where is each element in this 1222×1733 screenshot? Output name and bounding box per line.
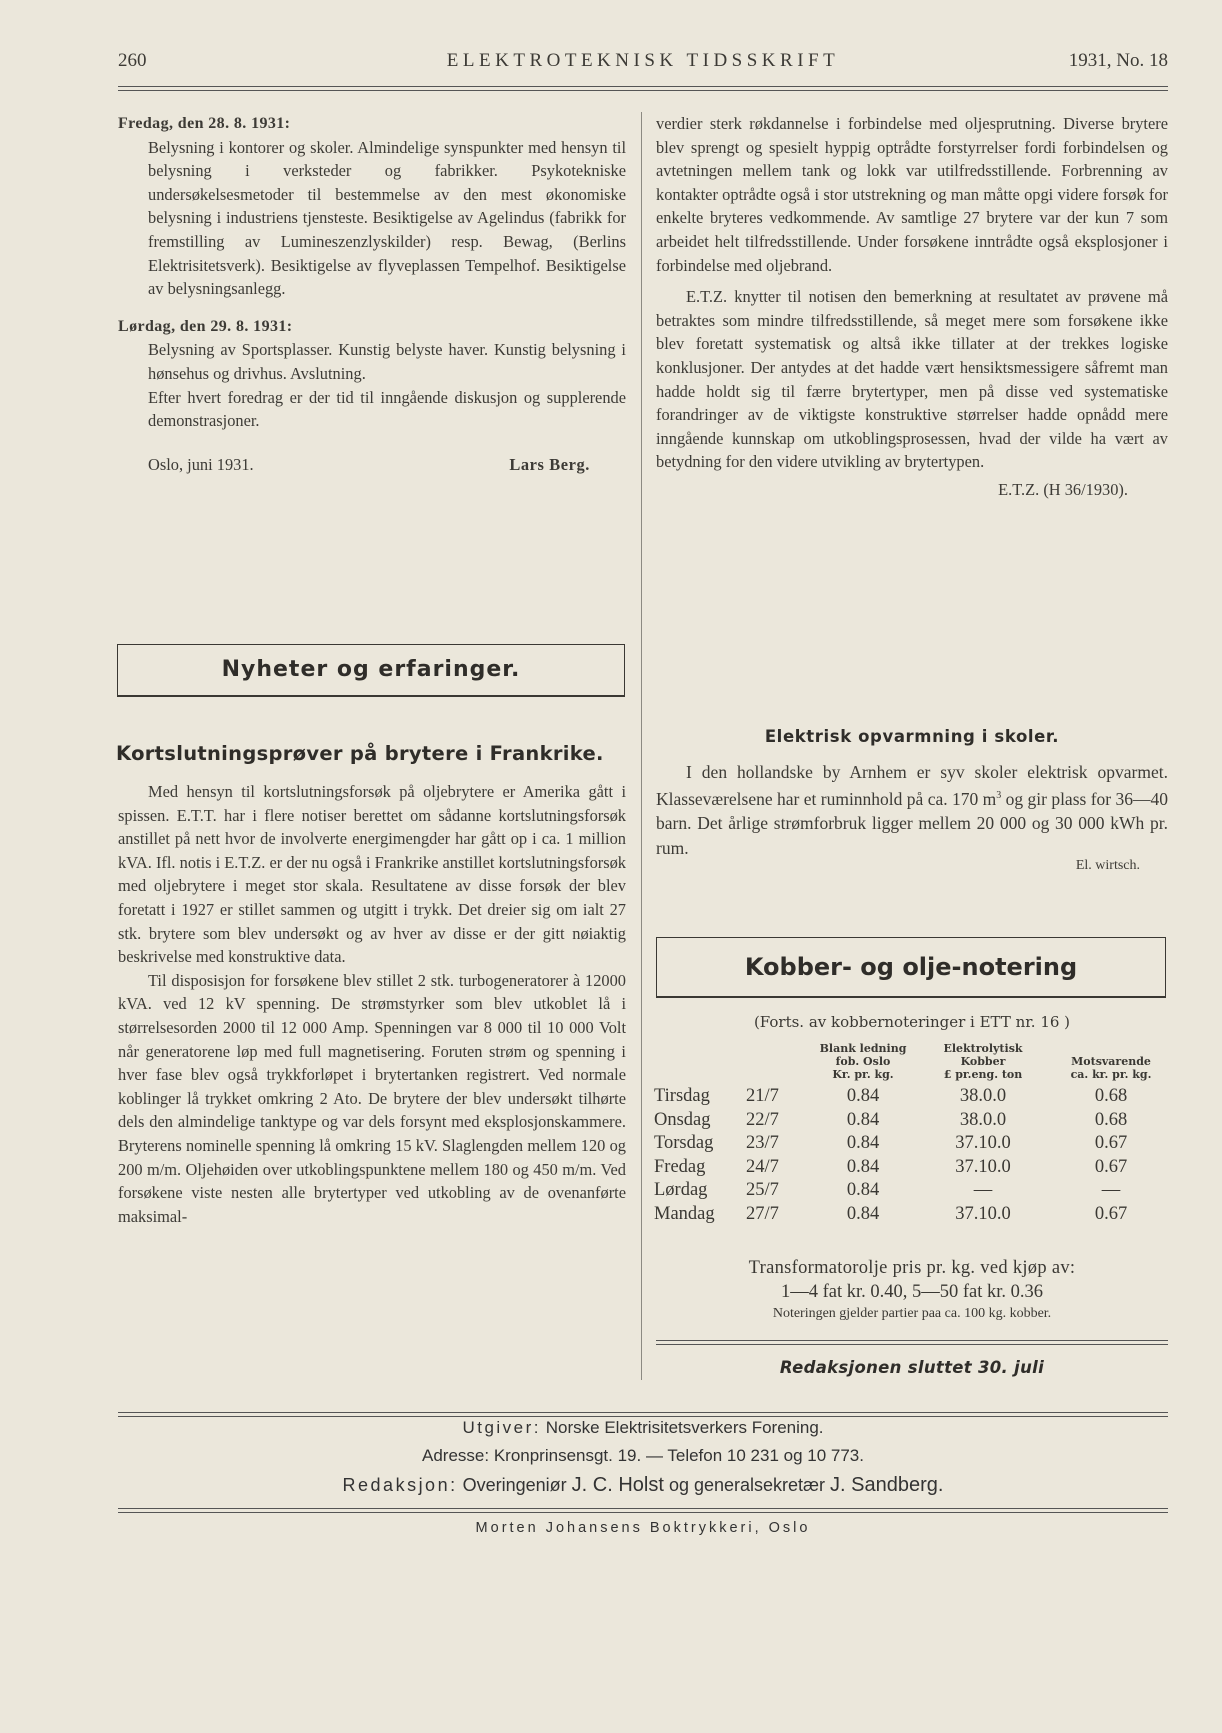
program-section [118,112,626,477]
article-continuation [656,112,1168,502]
colophon-address: Adresse: Kronprinsensgt. 19. — Telefon 10 231 og 10 773. [421,1446,864,1465]
running-header [118,50,1168,76]
col-header-motsvarende: Motsvarende ca. kr. pr. kg. [1070,1055,1152,1081]
signoff-author: Lars Berg. [509,454,590,474]
table-row: Onsdag 22/7 0.84 38.0.0 0.68 [654,1109,1128,1130]
continuation-text: verdier sterk røkdannelse i forbindelse med oljesprutning. Diverse brytere blev sprengt og spesielt hyppig optrådte forstyrrelser fordi forbindelsen og avtetningen mellem tank og lokk var utilfredsstillende. Forbrenning av kontakter optrådte også i stor utstrekning og man måtte opgi videre forsøk for enkelte bryteres vedkommende. Av samtlige 27 brytere var der kun 7 som arbeidet helt tilfredsstillende. Under forsøkene inntrådte også eksplosjoner i forbindelse med oljebrand. [656,114,1168,275]
article-source: E.T.Z. (H 36/1930). [998,479,1128,499]
article-title-kortslutning: Kortslutningsprøver på brytere i Frankrike. [116,742,604,765]
right-column-rule [656,1340,1168,1345]
oil-price-note: Noteringen gjelder partier paa ca. 100 kg. kobber. [772,1306,1052,1321]
kobber-price-table [654,1042,1174,1226]
page-number: 260 [118,50,147,71]
column-divider [641,112,642,1380]
table-row: Lørdag 25/7 0.84 — — [654,1180,1121,1200]
oil-prices [656,1256,1168,1324]
oil-price-values: 1—4 fat kr. 0.40, 5—50 fat kr. 0.36 [780,1282,1044,1302]
opvarmning-text: I den hollandske by Arnhem er syv skoler elektrisk opvarmet. Klasseværelsene har et ruminnhold på ca. 170 $m^3$ og gir plass for 36—40 barn. Det årlige strømforbruk ligger mellem 20 000 og 30 000 kWh pr. rum. [656,761,1168,858]
table-row: Mandag 27/7 0.84 37.10.0 0.67 [654,1203,1128,1224]
colophon-top-rule [118,1412,1168,1417]
section-heading-nyheter: Nyheter og erfaringer. [117,644,625,697]
table-row: Tirsdag 21/7 0.84 38.0.0 0.68 [654,1086,1128,1106]
table-header-row [654,1042,1174,1085]
oil-price-heading: Transformatorolje pris pr. kg. ved kjøp av: [748,1258,1076,1278]
article-paragraph: Med hensyn til kortslutningsforsøk på oljebrytere er Amerika gått i spissen. E.T.T. har i flere notiser berettet om sådanne kortslutningsforsøk anstillet på nett hvor de involverte energimengder har gått op i ca. 1 million kVA. Ifl. notis i E.T.Z. er der nu også i Frankrike anstillet kortslutningsforsøk med oljebrytere i meget stor skala. Resultatene av disse forsøk der blev foretatt i 1927 er stillet sammen og utgitt i trykk. Det dreier sig om ialt 27 stk. brytere som blev undersøkt og av hver av disse er der gitt nøiaktig beskrivelse med konstruktive data. [118,782,626,967]
kobber-subtitle: (Forts. av kobbernoteringer i ETT nr. 16 ) [753,1013,1071,1031]
article-paragraph: Til disposisjon for forsøkene blev stillet 2 stk. turbogeneratorer à 12000 kVA. ved 12 kV spenning. De strømstyrker som blev utkoblet lå i størrelsesorden 2000 til 12 000 Amp. Spenningen var 8 000 til 10 000 Volt når generatorene løp med full magnetisering. Foruten strøm og spenning i hver fase blev også trykkforløpet i brytertanken registrert. Ved normale koblinger lå trykket omkring 2 Ato. De brytere der blev undersøkt tilhørte dels den almindelige tanktype og var dels forsynt med eksplosjonskammere. Bryterens nominelle spenning lå omkring 15 kV. Slaglengden mellem 120 og 200 m/m. Oljehøiden over utkoblingspunktene mellem 180 og 450 m/m. Ved forsøkene viste nesten alle brytertyper ved utkobling av de ovenanførte maksimal- [118,970,626,1226]
saturday-note: Efter hvert foredrag er der tid til inngående diskusjon og supplerende demonstrasjoner. [148,387,626,431]
etz-paragraph: E.T.Z. knytter til notisen den bemerkning at resultatet av prøvene må betraktes som mindre tilfredsstillende, så meget mere som forsøkene ikke blev foretatt systematisk og altså ikke tillater at der trekkes logiske konklusjoner. Der antydes at det hadde vært hensiktsmessigere såfremt man hadde holdt sig til færre brytertyper, men på disse ved systematiske forandringer av de viktigste konstruktive størrelser hadde opnådd mere inngående kunnskap om utkoblingsprosessen, hvad der vilde ha vært av betydning for den videre utvikling av brytertypen. [656,287,1168,472]
saturday-text: Belysning av Sportsplasser. Kunstig belyste haver. Kunstig belysning i hønsehus og drivhus. Avslutning. [148,340,626,383]
issue-number: 1931, No. 18 [1068,50,1168,71]
table-row: Fredag 24/7 0.84 37.10.0 0.67 [654,1156,1128,1177]
friday-heading: Fredag, den 28. 8. 1931: [118,115,291,132]
signoff [118,453,626,477]
journal-title: ELEKTROTEKNISK TIDSSKRIFT [446,50,840,71]
section-heading-kobber: Kobber- og olje-notering [656,937,1166,998]
colophon-publisher: Utgiver: Norske Elektrisitetsverkers Forening. [462,1418,824,1437]
friday-text: Belysning i kontorer og skoler. Almindelige synspunkter med hensyn til belysning i verksteder og fabrikker. Psykotekniske undersøkelsesmetoder til bestemmelse av den mest økonomiske belysning i industriens tjensteste. Besiktigelse av Agelindus (fabrikk for fremstilling av Lumineszenzlyskilder) resp. Bewag, (Berlins Elektrisitetsverk). Besiktigelse av flyveplassen Tempelhof. Besiktigelse av belysningsanlegg. [148,137,626,299]
table-row: Torsdag 23/7 0.84 37.10.0 0.67 [654,1133,1128,1153]
article-title-opvarmning: Elektrisk opvarmning i skoler. [764,727,1060,746]
article-opvarmning [656,725,1168,879]
header-rule [118,86,1168,91]
col-header-elektrolytisk: Elektrolytisk Kobber £ pr.eng. ton [943,1042,1023,1081]
colophon-editorial: Redaksjon: Overingeniør J. C. Holst og generalsekretær J. Sandberg. [342,1474,944,1496]
printer-credit: Morten Johansens Boktrykkeri, Oslo [475,1520,811,1536]
col-header-day [654,1042,746,1085]
article-body-kortslutning [118,780,626,1228]
saturday-heading: Lørdag, den 29. 8. 1931: [118,317,293,335]
opvarmning-source: El. wirtsch. [1075,858,1140,874]
editorial-closed-note: Redaksjonen sluttet 30. juli [779,1358,1045,1377]
colophon-bottom-rule [118,1508,1168,1513]
signoff-place-date: Oslo, juni 1931. [148,454,254,474]
col-header-blank: Blank ledning fob. Oslo Kr. pr. kg. [819,1042,907,1081]
col-header-date [746,1042,808,1085]
